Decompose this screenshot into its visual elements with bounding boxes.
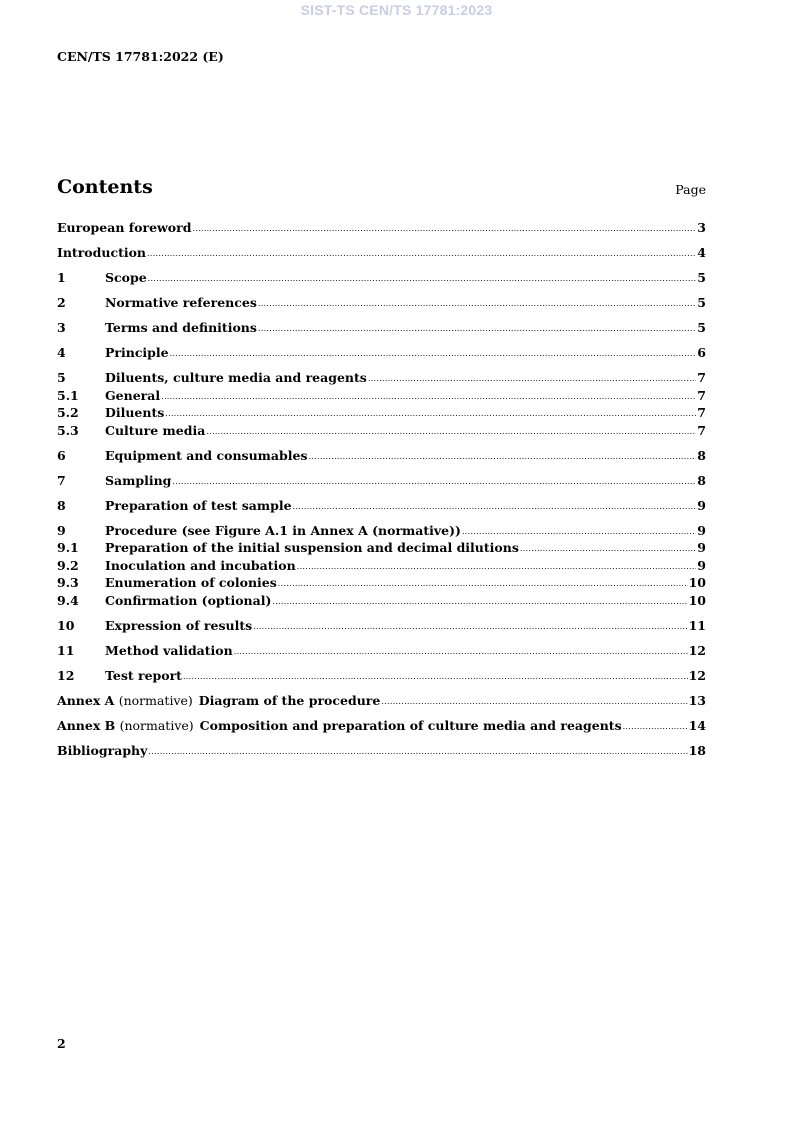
toc-number: 9 [57, 522, 66, 538]
toc-number: 2 [57, 295, 66, 311]
toc-entry-equipment-and-consumables[interactable] [57, 447, 706, 464]
annex-label: Annex B [57, 717, 116, 733]
toc-entry-scope[interactable] [57, 269, 706, 286]
toc-page: 11 [688, 617, 706, 633]
toc-number: 5.3 [57, 422, 79, 438]
toc-entry-culture-media[interactable] [57, 422, 706, 439]
toc-page: 4 [697, 245, 706, 261]
dot-leader [278, 575, 688, 592]
page-column-label: Page [675, 182, 706, 197]
toc-entry-expression-of-results[interactable] [57, 617, 706, 634]
toc-title: Confirmation (optional) [105, 592, 272, 608]
toc-number: 1 [57, 270, 66, 286]
toc-entry-initial-suspension[interactable] [57, 539, 706, 556]
toc-entry-preparation-of-test-sample[interactable] [57, 497, 706, 514]
toc-entry-inoculation-and-incubation[interactable] [57, 557, 706, 574]
dot-leader [192, 220, 696, 237]
dot-leader [170, 345, 697, 362]
toc-page: 5 [697, 270, 706, 286]
toc-title: Scope [105, 270, 147, 286]
toc-entry-sampling[interactable] [57, 472, 706, 489]
toc-number: 10 [57, 617, 75, 633]
document-id: CEN/TS 17781:2022 (E) [57, 49, 224, 64]
toc-page: 13 [688, 692, 706, 708]
toc-entry-confirmation[interactable] [57, 592, 706, 609]
toc-entry-diluents-culture-media-reagents[interactable] [57, 369, 706, 386]
dot-leader [520, 540, 696, 557]
toc-number: 11 [57, 642, 75, 658]
toc-entry-test-report[interactable] [57, 667, 706, 684]
toc-entry-introduction[interactable] [57, 244, 706, 261]
dot-leader [308, 448, 696, 465]
dot-leader [206, 423, 696, 440]
dot-leader [258, 295, 696, 312]
dot-leader [148, 270, 697, 287]
toc-entry-diluents[interactable] [57, 404, 706, 421]
dot-leader [161, 388, 696, 405]
toc-entry-annex-b[interactable] [57, 717, 706, 734]
toc-number: 5 [57, 370, 66, 386]
toc-entry-terms-and-definitions[interactable] [57, 319, 706, 336]
dot-leader [172, 473, 696, 490]
toc-page: 7 [697, 387, 706, 403]
dot-leader [297, 558, 697, 575]
toc-page: 9 [697, 497, 706, 513]
toc-number: 7 [57, 472, 66, 488]
toc-entry-annex-a[interactable] [57, 692, 706, 709]
toc-page: 5 [697, 295, 706, 311]
toc-page: 14 [688, 717, 706, 733]
dot-leader [253, 618, 687, 635]
toc-title: Bibliography [57, 742, 148, 758]
toc-title: Test report [105, 667, 182, 683]
toc-entry-method-validation[interactable] [57, 642, 706, 659]
toc-title: General [105, 387, 161, 403]
toc-title: Enumeration of colonies [105, 575, 277, 591]
dot-leader [165, 405, 696, 422]
toc-page: 10 [688, 575, 706, 591]
dot-leader [623, 718, 688, 735]
dot-leader [293, 498, 697, 515]
watermark: SIST-TS CEN/TS 17781:2023 [300, 2, 493, 18]
toc-title: European foreword [57, 220, 192, 235]
toc-title: Diluents [105, 405, 165, 421]
toc-title: Terms and definitions [105, 320, 257, 336]
toc-entry-bibliography[interactable] [57, 742, 706, 759]
toc-page: 9 [697, 540, 706, 556]
dot-leader [147, 245, 696, 262]
toc-page: 5 [697, 320, 706, 336]
toc-page: 12 [688, 667, 706, 683]
toc-page: 6 [697, 345, 706, 361]
contents-heading: Contents [57, 176, 153, 198]
toc-number: 3 [57, 320, 66, 336]
toc-title: Normative references [105, 295, 257, 311]
dot-leader [381, 693, 687, 710]
dot-leader [272, 593, 687, 610]
toc-title: Procedure (see Figure A.1 in Annex A (normative)) [105, 522, 461, 538]
table-of-contents [57, 219, 706, 759]
annex-label: Annex A [57, 692, 115, 708]
toc-number: 9.1 [57, 540, 79, 556]
toc-title: Principle [105, 345, 169, 361]
toc-number: 9.2 [57, 557, 79, 573]
toc-entry-procedure[interactable] [57, 522, 706, 539]
dot-leader [183, 668, 688, 685]
toc-title: Composition and preparation of culture media and reagents [199, 717, 622, 733]
toc-page: 7 [697, 405, 706, 421]
toc-title: Culture media [105, 422, 206, 438]
toc-entry-enumeration-of-colonies[interactable] [57, 574, 706, 591]
toc-number: 5.2 [57, 405, 79, 421]
toc-number: 5.1 [57, 387, 79, 403]
annex-normative: (normative) [119, 717, 194, 733]
toc-number: 4 [57, 345, 66, 361]
annex-normative: (normative) [118, 692, 193, 708]
toc-page: 10 [688, 592, 706, 608]
toc-page: 3 [697, 220, 706, 235]
toc-page: 12 [688, 642, 706, 658]
toc-entry-european-foreword[interactable] [57, 219, 706, 236]
toc-title: Preparation of test sample [105, 497, 292, 513]
toc-number: 9.4 [57, 592, 79, 608]
toc-entry-principle[interactable] [57, 344, 706, 361]
toc-page: 8 [697, 447, 706, 463]
toc-page: 9 [697, 522, 706, 538]
toc-title: Introduction [57, 245, 147, 261]
toc-page: 7 [697, 422, 706, 438]
toc-page: 9 [697, 557, 706, 573]
toc-title: Diluents, culture media and reagents [105, 370, 367, 386]
toc-page: 7 [697, 370, 706, 386]
toc-page: 8 [697, 472, 706, 488]
toc-title: Preparation of the initial suspension and decimal dilutions [105, 540, 519, 556]
page-number: 2 [57, 1036, 66, 1051]
toc-number: 9.3 [57, 575, 79, 591]
toc-title: Method validation [105, 642, 233, 658]
dot-leader [148, 743, 687, 760]
toc-title: Diagram of the procedure [198, 692, 381, 708]
toc-title: Sampling [105, 472, 172, 488]
dot-leader [368, 370, 696, 387]
dot-leader [462, 523, 696, 540]
toc-number: 8 [57, 497, 66, 513]
dot-leader [234, 643, 688, 660]
toc-number: 12 [57, 667, 75, 683]
toc-entry-normative-references[interactable] [57, 294, 706, 311]
dot-leader [258, 320, 696, 337]
toc-title: Equipment and consumables [105, 447, 308, 463]
toc-entry-general[interactable] [57, 387, 706, 404]
toc-number: 6 [57, 447, 66, 463]
toc-title: Inoculation and incubation [105, 557, 296, 573]
toc-page: 18 [688, 742, 706, 758]
toc-title: Expression of results [105, 617, 253, 633]
